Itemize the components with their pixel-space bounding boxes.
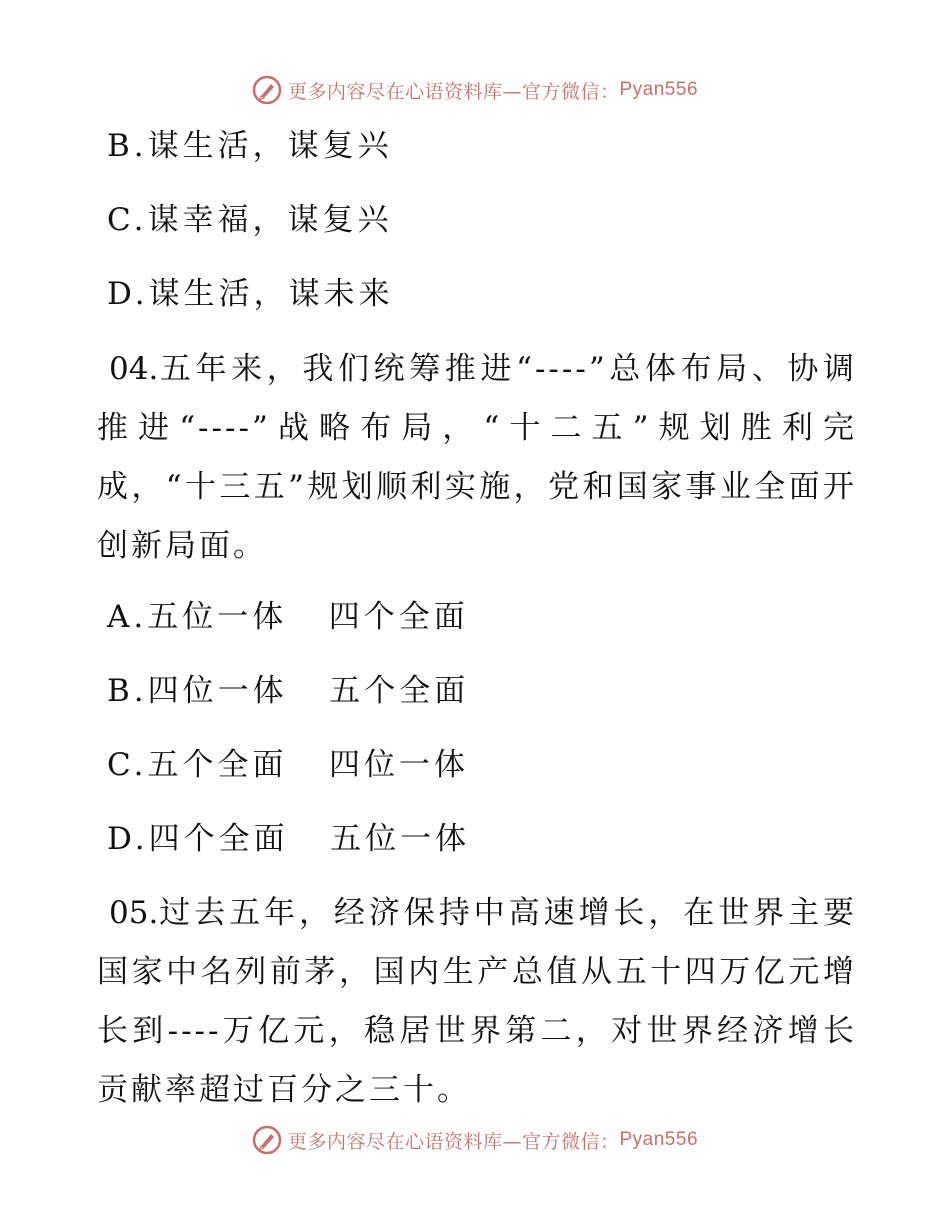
question-05: [97, 884, 857, 1120]
question-number: 04.: [109, 351, 159, 387]
q4-option-d: D.四个全面 五位一体: [107, 821, 471, 857]
q4-option-c: C.五个全面 四位一体: [107, 747, 470, 783]
question-text: 五年来，我们统筹推进“----”总体布局、协调推进“----”战略布局，“十二五”规划胜利完成，“十三五”规划顺利实施，党和国家事业全面开创新局面。: [97, 351, 857, 564]
pen-logo-icon: [252, 1125, 282, 1155]
q3-option-d: D.谋生活，谋未来: [107, 276, 394, 312]
pen-logo-icon: [252, 75, 282, 105]
watermark-text: 更多内容尽在心语资料库—官方微信：: [287, 1130, 620, 1153]
question-04: [97, 340, 857, 576]
q3-option-c: C.谋幸福，谋复兴: [107, 202, 393, 238]
question-text: 过去五年，经济保持中高速增长，在世界主要国家中名列前茅，国内生产总值从五十四万亿元增长到----万亿元，稳居世界第二，对世界经济增长贡献率超过百分之三十。: [97, 895, 857, 1108]
q4-option-a: A.五位一体 四个全面: [107, 599, 469, 635]
q3-option-b: B.谋生活，谋复兴: [107, 128, 393, 164]
question-number: 05.: [109, 895, 159, 931]
q4-option-b: B.四位一体 五个全面: [107, 673, 470, 709]
footer-watermark: [0, 1120, 950, 1160]
watermark-handle: Pyan556: [619, 79, 699, 100]
watermark-text: 更多内容尽在心语资料库—官方微信：: [287, 80, 620, 103]
header-watermark: [0, 70, 950, 110]
watermark-handle: Pyan556: [619, 1129, 699, 1150]
